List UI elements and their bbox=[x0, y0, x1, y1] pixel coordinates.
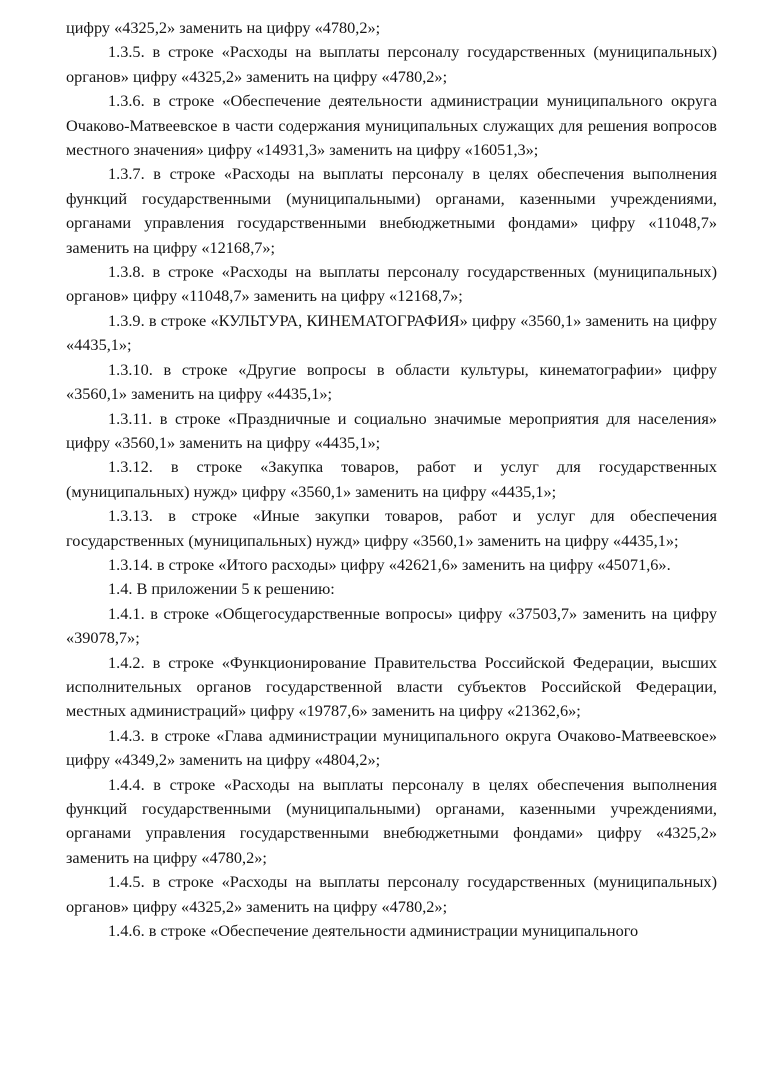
paragraph: 1.4.4. в строке «Расходы на выплаты персоналу в целях обеспечения выполнения функций государственными (муниципальными) органами, казенными учреждениями, органами управления государственными внебюджетными фондами» цифру «4325,2» заменить на цифру «4780,2»; bbox=[66, 774, 717, 867]
paragraph: 1.3.9. в строке «КУЛЬТУРА, КИНЕМАТОГРАФИЯ» цифру «3560,1» заменить на цифру «4435,1»; bbox=[66, 310, 717, 355]
paragraph: 1.3.11. в строке «Праздничные и социально значимые мероприятия для населения» цифру «3560,1» заменить на цифру «4435,1»; bbox=[66, 408, 717, 452]
paragraph: цифру «4325,2» заменить на цифру «4780,2»; bbox=[66, 18, 381, 37]
paragraph: 1.4.5. в строке «Расходы на выплаты персоналу государственных (муниципальных) органов» цифру «4325,2» заменить на цифру «4780,2»; bbox=[66, 872, 717, 916]
document-body bbox=[66, 16, 717, 943]
paragraph: 1.3.10. в строке «Другие вопросы в области культуры, кинематографии» цифру «3560,1» заменить на цифру «4435,1»; bbox=[66, 359, 717, 404]
paragraph: 1.4.2. в строке «Функционирование Правительства Российской Федерации, высших исполнительных органов государственной власти субъектов Российской Федерации, местных администраций» цифру «19787,6» заменить на цифру «21362,6»; bbox=[66, 652, 717, 721]
paragraph: 1.3.8. в строке «Расходы на выплаты персоналу государственных (муниципальных) органов» цифру «11048,7» заменить на цифру «12168,7»; bbox=[66, 262, 717, 306]
paragraph: 1.4.3. в строке «Глава администрации муниципального округа Очаково-Матвеевское» цифру «4349,2» заменить на цифру «4804,2»; bbox=[66, 725, 717, 770]
paragraph: 1.4.6. в строке «Обеспечение деятельности администрации муниципального bbox=[108, 921, 639, 941]
paragraph: 1.3.14. в строке «Итого расходы» цифру «42621,6» заменить на цифру «45071,6». bbox=[108, 554, 671, 574]
paragraph: 1.3.5. в строке «Расходы на выплаты персоналу государственных (муниципальных) органов» цифру «4325,2» заменить на цифру «4780,2»; bbox=[66, 42, 717, 86]
paragraph: 1.3.7. в строке «Расходы на выплаты персоналу в целях обеспечения выполнения функций государственными (муниципальными) органами, казенными учреждениями, органами управления государственными внебюджетными фондами» цифру «11048,7» заменить на цифру «12168,7»; bbox=[66, 164, 717, 257]
paragraph: 1.3.13. в строке «Иные закупки товаров, работ и услуг для обеспечения государственных (муниципальных) нужд» цифру «3560,1» заменить на цифру «4435,1»; bbox=[66, 506, 717, 550]
paragraph: 1.3.6. в строке «Обеспечение деятельности администрации муниципального округа Очаково-Матвеевское в части содержания муниципальных служащих для решения вопросов местного значения» цифру «14931,3» заменить на цифру «16051,3»; bbox=[66, 91, 717, 160]
paragraph: 1.4.1. в строке «Общегосударственные вопросы» цифру «37503,7» заменить на цифру «39078,7»; bbox=[66, 603, 717, 648]
paragraph: 1.4. В приложении 5 к решению: bbox=[108, 579, 335, 599]
paragraph: 1.3.12. в строке «Закупка товаров, работ и услуг для государственных (муниципальных) нужд» цифру «3560,1» заменить на цифру «4435,1»; bbox=[66, 457, 717, 501]
